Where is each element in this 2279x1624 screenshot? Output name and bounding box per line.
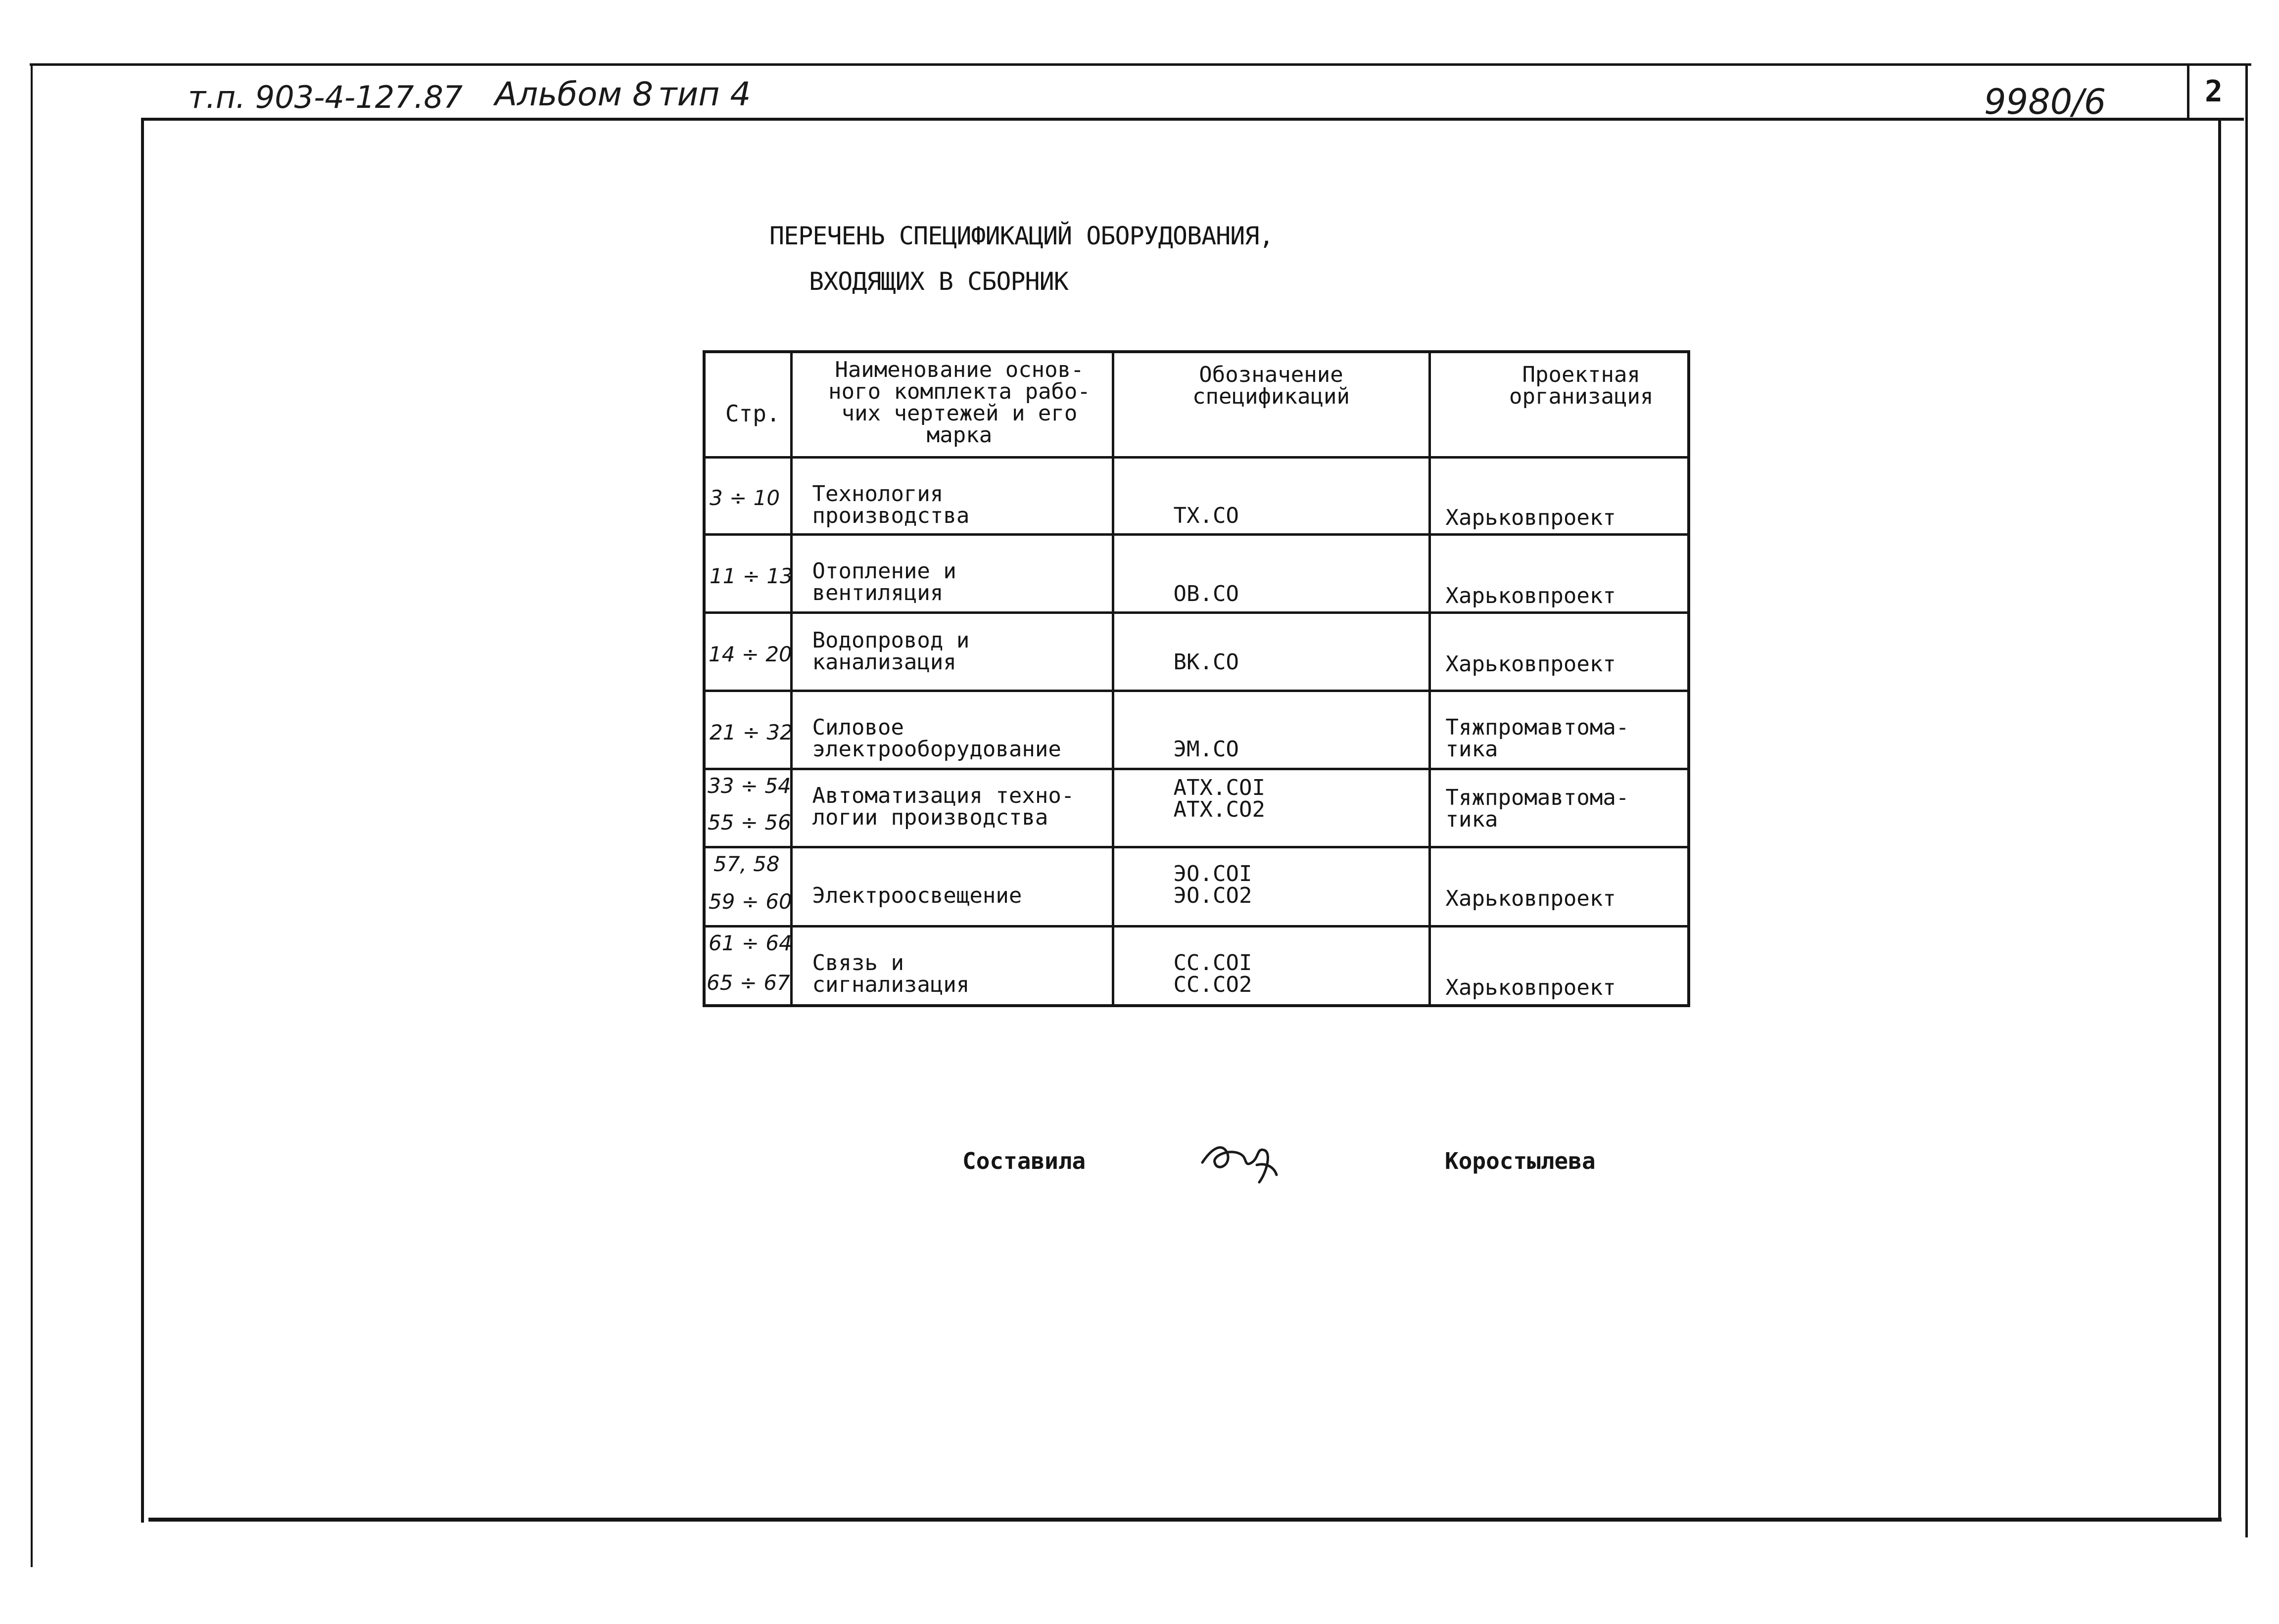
set-name: Автоматизация техно- логии производства [812, 783, 1075, 830]
page-range-cell [704, 613, 791, 691]
page-range-cell [704, 458, 791, 535]
organization: Харьковпроект [1445, 975, 1616, 1000]
spec-mark: АТХ.СО2 [1173, 797, 1265, 822]
table-row [704, 691, 1689, 769]
frame-bottom [148, 1518, 2222, 1522]
set-name: Электроосвещение [812, 883, 1022, 908]
name-cell [791, 535, 1113, 613]
organization: Харьковпроект [1445, 651, 1616, 677]
org-cell [1429, 769, 1689, 847]
table-header-row [704, 352, 1689, 458]
org-cell [1429, 847, 1689, 927]
page-range: 14 ÷ 20 [709, 642, 792, 666]
table-row [704, 535, 1689, 613]
table-row [704, 927, 1689, 1006]
table-row [704, 847, 1689, 927]
inventory-number: 9980/6 [1984, 82, 2106, 122]
signature-role: Составила [962, 1148, 1086, 1174]
page-range-cell [704, 927, 791, 1006]
page-range: 33 ÷ 54 [708, 774, 791, 798]
spec-mark: ТХ.СО [1173, 503, 1239, 528]
page-range: 57, 58 [713, 852, 780, 876]
org-cell [1429, 927, 1689, 1006]
name-cell [791, 458, 1113, 535]
page-range: 21 ÷ 32 [710, 720, 793, 744]
organization: Харьковпроект [1445, 583, 1616, 608]
org-cell [1429, 535, 1689, 613]
handwritten-signature [1197, 1128, 1282, 1187]
spec-mark: ВК.СО [1173, 650, 1239, 675]
frame-right [2218, 118, 2221, 1520]
organization: Тяжпромавтома- тика [1445, 785, 1629, 832]
page-range-cell [704, 535, 791, 613]
signature-name: Коростылева [1445, 1148, 1596, 1174]
frame-top-outer [30, 63, 2251, 66]
mark-cell [1113, 691, 1429, 769]
organization: Харьковпроект [1445, 505, 1616, 530]
col-header-mark: Обозначение спецификаций [1113, 352, 1429, 458]
set-name: Связь и сигнализация [812, 950, 970, 997]
spec-mark: СС.СО2 [1173, 972, 1252, 997]
set-name: Технология производства [812, 481, 970, 528]
spec-table [703, 350, 1690, 1007]
org-cell [1429, 458, 1689, 535]
page-title-line2: ВХОДЯЩИХ В СБОРНИК [809, 267, 1068, 296]
organization: Харьковпроект [1445, 886, 1616, 911]
org-cell [1429, 613, 1689, 691]
set-name: Водопровод и канализация [812, 628, 970, 675]
doc-ref: т.п. 903-4-127.87 [188, 79, 463, 115]
mark-cell [1113, 769, 1429, 847]
page-range: 55 ÷ 56 [708, 810, 791, 835]
page-range-cell [704, 847, 791, 927]
frame-right-outer [2245, 63, 2248, 1537]
album-label: Альбом 8 [495, 75, 654, 113]
col-header-page: Стр. [704, 352, 791, 458]
page-range-cell [704, 769, 791, 847]
sheet-number: 2 [2205, 74, 2223, 109]
spec-mark: ОВ.СО [1173, 581, 1239, 606]
table-row [704, 613, 1689, 691]
frame-top [141, 118, 2244, 121]
spec-mark: ЭМ.СО [1173, 737, 1239, 762]
frame-left [141, 118, 144, 1523]
page-range: 11 ÷ 13 [710, 564, 793, 588]
spec-mark: АТХ.СОI [1173, 775, 1265, 800]
col-header-name: Наименование основ- ного комплекта рабо- чих чертежей и его марка [791, 352, 1113, 458]
page-range: 3 ÷ 10 [710, 486, 780, 510]
mark-cell [1113, 847, 1429, 927]
set-name: Силовое электрооборудование [812, 715, 1061, 762]
sheet-box-left [2187, 63, 2189, 120]
page-range: 59 ÷ 60 [709, 889, 792, 914]
table-row [704, 769, 1689, 847]
name-cell [791, 691, 1113, 769]
table-row [704, 458, 1689, 535]
page-range: 65 ÷ 67 [707, 971, 790, 995]
set-name: Отопление и вентиляция [812, 558, 956, 605]
name-cell [791, 769, 1113, 847]
organization: Тяжпромавтома- тика [1445, 715, 1629, 762]
spec-mark: СС.СОI [1173, 950, 1252, 975]
type-label: тип 4 [658, 75, 751, 113]
spec-mark: ЭО.СОI [1173, 861, 1252, 886]
frame-left-outer [31, 63, 33, 1567]
org-cell [1429, 691, 1689, 769]
page-range: 61 ÷ 64 [709, 931, 792, 955]
mark-cell [1113, 535, 1429, 613]
name-cell [791, 613, 1113, 691]
spec-mark: ЭО.СО2 [1173, 883, 1252, 908]
col-header-org: Проектная организация [1429, 352, 1689, 458]
mark-cell [1113, 613, 1429, 691]
name-cell [791, 927, 1113, 1006]
mark-cell [1113, 927, 1429, 1006]
name-cell [791, 847, 1113, 927]
page-title-line1: ПЕРЕЧЕНЬ СПЕЦИФИКАЦИЙ ОБОРУДОВАНИЯ, [769, 222, 1274, 250]
page-range-cell [704, 691, 791, 769]
mark-cell [1113, 458, 1429, 535]
